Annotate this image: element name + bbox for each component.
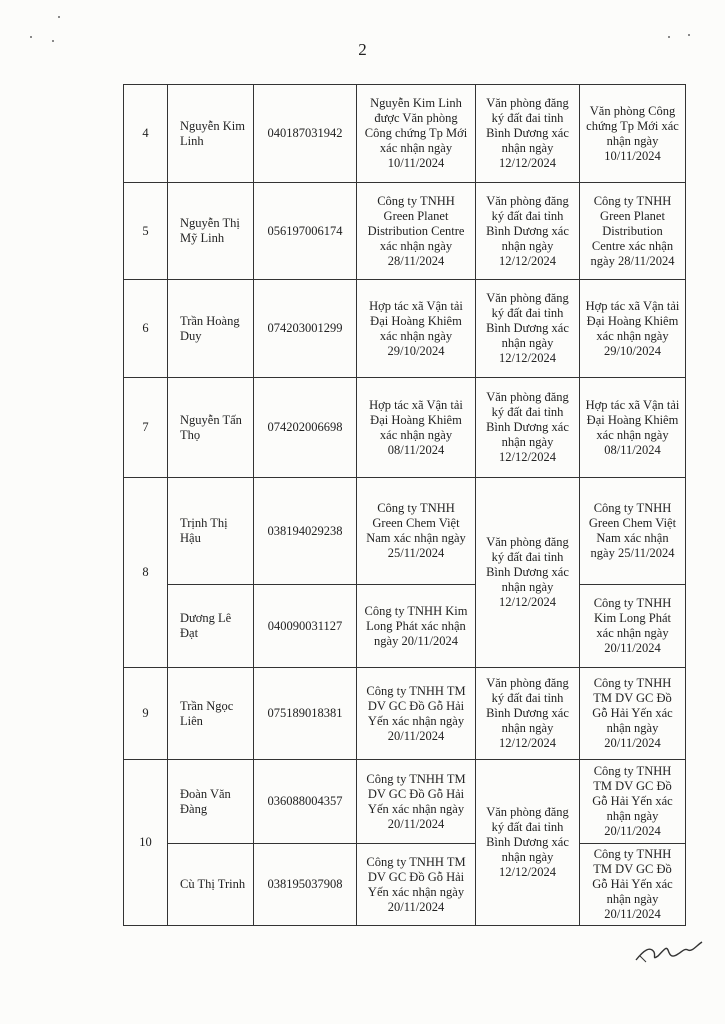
person-name: Nguyễn Kim Linh: [168, 85, 254, 183]
person-name: Nguyễn Thị Mỹ Linh: [168, 183, 254, 280]
id-number: 036088004357: [254, 760, 357, 844]
workplace-confirmation: Công ty TNHH TM DV GC Đồ Gỗ Hải Yến xác nhận ngày 20/11/2024: [357, 668, 476, 760]
person-name: Nguyễn Tấn Thọ: [168, 378, 254, 478]
table-row: [124, 183, 686, 280]
row-number: 6: [124, 280, 168, 378]
row-number: 7: [124, 378, 168, 478]
row-number: 10: [124, 760, 168, 926]
table-row: [124, 378, 686, 478]
workplace-confirmation: Nguyễn Kim Linh được Văn phòng Công chứng Tp Mới xác nhận ngày 10/11/2024: [357, 85, 476, 183]
table-row: [124, 85, 686, 183]
confirming-agency: Công ty TNHH Kim Long Phát xác nhận ngày 20/11/2024: [580, 585, 686, 668]
row-number: 4: [124, 85, 168, 183]
person-name: Đoàn Văn Đàng: [168, 760, 254, 844]
id-number: 074202006698: [254, 378, 357, 478]
person-name: Trần Ngọc Liên: [168, 668, 254, 760]
workplace-confirmation: Công ty TNHH TM DV GC Đồ Gỗ Hải Yến xác nhận ngày 20/11/2024: [357, 844, 476, 926]
residence-confirmation: Văn phòng đăng ký đất đai tỉnh Bình Dương xác nhận ngày 12/12/2024: [476, 668, 580, 760]
id-number: 038194029238: [254, 478, 357, 585]
table-row: [124, 280, 686, 378]
workplace-confirmation: Công ty TNHH Kim Long Phát xác nhận ngày 20/11/2024: [357, 585, 476, 668]
residence-confirmation: Văn phòng đăng ký đất đai tỉnh Bình Dương xác nhận ngày 12/12/2024: [476, 378, 580, 478]
table-row: [124, 760, 686, 844]
signature-mark: [634, 936, 704, 968]
workplace-confirmation: Hợp tác xã Vận tải Đại Hoàng Khiêm xác nhận ngày 08/11/2024: [357, 378, 476, 478]
table-row: [124, 585, 686, 668]
table-row: [124, 668, 686, 760]
id-number: 074203001299: [254, 280, 357, 378]
id-number: 038195037908: [254, 844, 357, 926]
confirming-agency: Công ty TNHH TM DV GC Đồ Gỗ Hải Yến xác nhận ngày 20/11/2024: [580, 760, 686, 844]
row-number: 5: [124, 183, 168, 280]
id-number: 056197006174: [254, 183, 357, 280]
id-number: 040187031942: [254, 85, 357, 183]
id-number: 075189018381: [254, 668, 357, 760]
workplace-confirmation: Công ty TNHH TM DV GC Đồ Gỗ Hải Yến xác nhận ngày 20/11/2024: [357, 760, 476, 844]
workplace-confirmation: Công ty TNHH Green Chem Việt Nam xác nhận ngày 25/11/2024: [357, 478, 476, 585]
workplace-confirmation: Hợp tác xã Vận tải Đại Hoàng Khiêm xác nhận ngày 29/10/2024: [357, 280, 476, 378]
id-number: 040090031127: [254, 585, 357, 668]
residence-confirmation: Văn phòng đăng ký đất đai tỉnh Bình Dương xác nhận ngày 12/12/2024: [476, 760, 580, 926]
residence-confirmation: Văn phòng đăng ký đất đai tỉnh Bình Dương xác nhận ngày 12/12/2024: [476, 183, 580, 280]
person-name: Trịnh Thị Hậu: [168, 478, 254, 585]
person-name: Trần Hoàng Duy: [168, 280, 254, 378]
page-number: 2: [358, 40, 367, 59]
confirming-agency: Công ty TNHH Green Chem Việt Nam xác nhận ngày 25/11/2024: [580, 478, 686, 585]
confirming-agency: Hợp tác xã Vận tải Đại Hoàng Khiêm xác nhận ngày 29/10/2024: [580, 280, 686, 378]
person-name: Cù Thị Trinh: [168, 844, 254, 926]
residence-confirmation: Văn phòng đăng ký đất đai tỉnh Bình Dương xác nhận ngày 12/12/2024: [476, 85, 580, 183]
confirming-agency: Công ty TNHH Green Planet Distribution Centre xác nhận ngày 28/11/2024: [580, 183, 686, 280]
person-name: Dương Lê Đạt: [168, 585, 254, 668]
workplace-confirmation: Công ty TNHH Green Planet Distribution Centre xác nhận ngày 28/11/2024: [357, 183, 476, 280]
confirming-agency: Hợp tác xã Vận tải Đại Hoàng Khiêm xác nhận ngày 08/11/2024: [580, 378, 686, 478]
confirmation-table: [123, 84, 686, 926]
confirming-agency: Công ty TNHH TM DV GC Đồ Gỗ Hải Yến xác nhận ngày 20/11/2024: [580, 844, 686, 926]
table-row: [124, 478, 686, 585]
confirming-agency: Công ty TNHH TM DV GC Đồ Gỗ Hải Yến xác nhận ngày 20/11/2024: [580, 668, 686, 760]
table-row: [124, 844, 686, 926]
row-number: 9: [124, 668, 168, 760]
residence-confirmation: Văn phòng đăng ký đất đai tỉnh Bình Dương xác nhận ngày 12/12/2024: [476, 280, 580, 378]
confirming-agency: Văn phòng Công chứng Tp Mới xác nhận ngày 10/11/2024: [580, 85, 686, 183]
row-number: 8: [124, 478, 168, 668]
residence-confirmation: Văn phòng đăng ký đất đai tỉnh Bình Dương xác nhận ngày 12/12/2024: [476, 478, 580, 668]
